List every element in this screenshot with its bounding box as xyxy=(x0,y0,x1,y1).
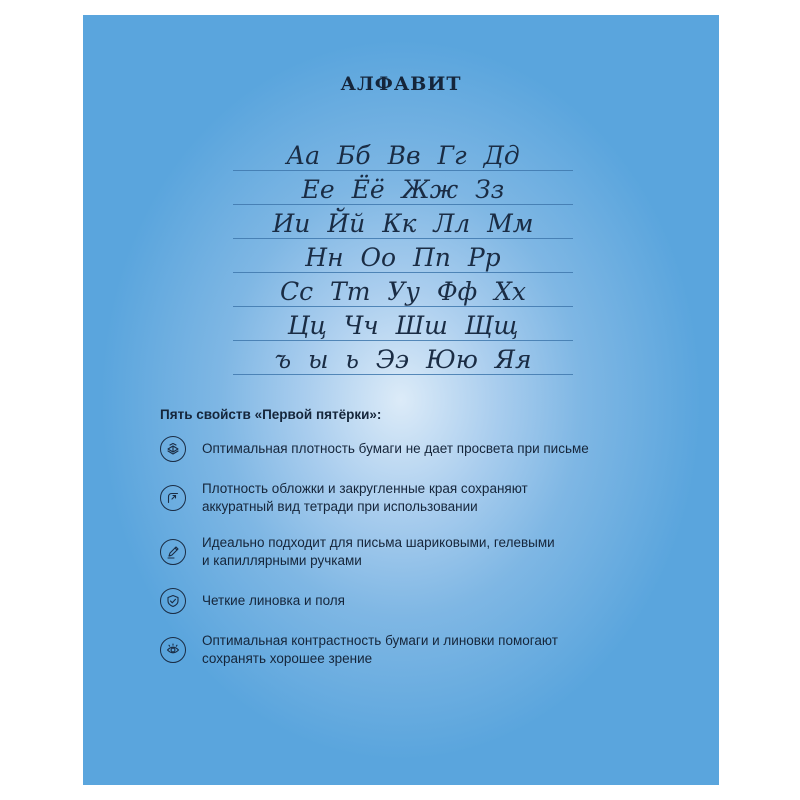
features-list xyxy=(160,407,690,686)
alphabet-row-letters: Ии Йй Кк Лл Мм xyxy=(272,209,534,238)
alphabet-row xyxy=(233,176,573,210)
features-heading: Пять свойств «Первой пятёрки»: xyxy=(160,407,382,422)
feature-item xyxy=(160,588,690,614)
ruling-line xyxy=(233,272,573,273)
feature-text xyxy=(202,440,589,458)
ruling-line xyxy=(233,306,573,307)
alphabet-row xyxy=(233,244,573,278)
notebook-back-cover xyxy=(83,15,719,785)
eye-icon xyxy=(160,637,186,663)
alphabet-row-letters: Цц Чч Шш Щщ xyxy=(287,311,519,340)
shield-check-icon xyxy=(160,588,186,614)
feature-text-line: Плотность обложки и закругленные края сохраняют xyxy=(202,481,528,496)
ruling-line xyxy=(233,238,573,239)
rounded-corner-icon xyxy=(160,485,186,511)
feature-item xyxy=(160,534,690,570)
alphabet-row-letters: Сс Тт Уу Фф Хх xyxy=(279,277,527,306)
alphabet-row-letters: ъ ы ь Ээ Юю Яя xyxy=(274,345,532,374)
alphabet-row-letters: Нн Оо Пп Рр xyxy=(305,243,501,272)
feature-text-line: и капиллярными ручками xyxy=(202,553,362,568)
alphabet-row xyxy=(233,278,573,312)
paper-sheets-icon xyxy=(160,436,186,462)
feature-text-line: аккуратный вид тетради при использовании xyxy=(202,499,478,514)
feature-text xyxy=(202,632,558,668)
alphabet-row-letters: Аа Бб Вв Гг Дд xyxy=(286,141,520,170)
feature-text-line: Оптимальная плотность бумаги не дает просвета при письме xyxy=(202,441,589,456)
cursive-alphabet xyxy=(233,142,573,380)
ruling-line xyxy=(233,374,573,375)
ruling-line xyxy=(233,340,573,341)
page-title: АЛФАВИТ xyxy=(340,73,462,95)
feature-text xyxy=(202,480,528,516)
feature-item xyxy=(160,632,690,668)
feature-item xyxy=(160,480,690,516)
feature-text-line: Идеально подходит для письма шариковыми, гелевыми xyxy=(202,535,555,550)
feature-text-line: Оптимальная контрастность бумаги и линовки помогают xyxy=(202,633,558,648)
alphabet-row-letters: Ее Ёё Жж Зз xyxy=(301,175,505,204)
feature-text-line: Четкие линовка и поля xyxy=(202,593,345,608)
feature-item xyxy=(160,436,690,462)
pen-icon xyxy=(160,539,186,565)
alphabet-row xyxy=(233,312,573,346)
alphabet-row xyxy=(233,346,573,380)
alphabet-row xyxy=(233,210,573,244)
ruling-line xyxy=(233,204,573,205)
alphabet-row xyxy=(233,142,573,176)
feature-text xyxy=(202,534,555,570)
feature-text-line: сохранять хорошее зрение xyxy=(202,651,373,666)
feature-text xyxy=(202,592,345,610)
ruling-line xyxy=(233,170,573,171)
